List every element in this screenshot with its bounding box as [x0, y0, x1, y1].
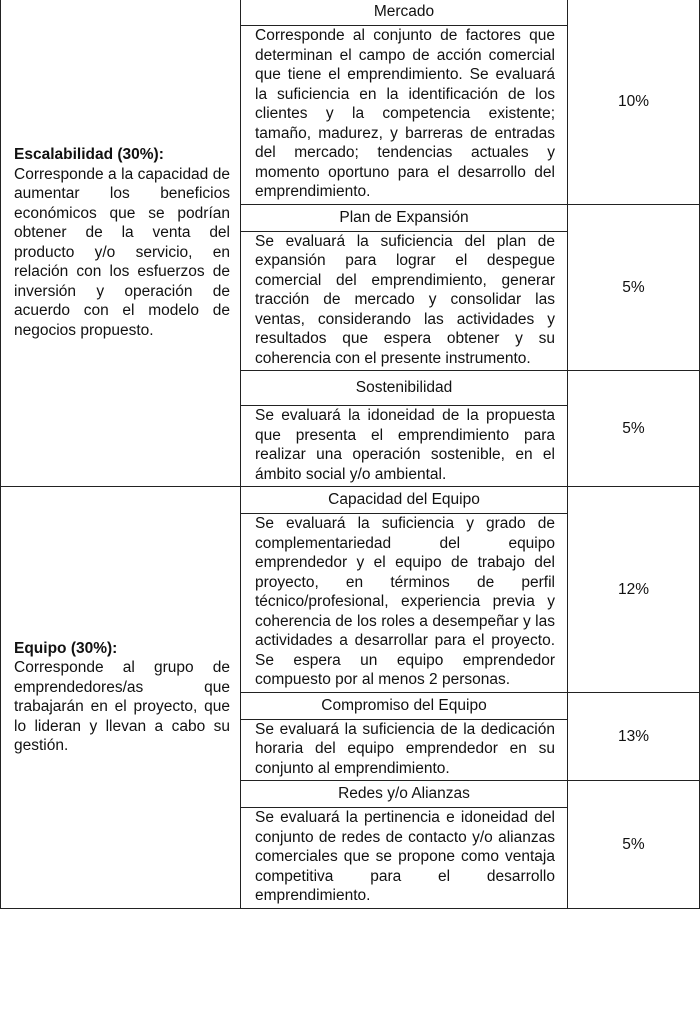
criterion-weight: 13% — [568, 692, 700, 781]
criterion-title: Mercado — [241, 0, 568, 26]
category-cell-equipo — [1, 487, 241, 909]
category-title: Equipo (30%): — [14, 639, 118, 657]
category-title: Escalabilidad (30%): — [14, 146, 164, 163]
criterion-description: Se evaluará la suficiencia de la dedicación horaria del equipo emprendedor en su conjunto al emprendimiento. — [241, 719, 568, 781]
criterion-title: Redes y/o Alianzas — [241, 781, 568, 808]
criterion-title: Capacidad del Equipo — [241, 487, 568, 514]
criterion-weight: 5% — [568, 204, 700, 371]
category-description: Corresponde a la capacidad de aumentar los beneficios económicos que se podrían obtener de la venta del producto y/o servicio, en relación con los esfuerzos de inversión y operación de acuerdo con el modelo de negocios propuesto. — [14, 165, 230, 339]
category-cell-escalabilidad — [1, 0, 241, 487]
criterion-title: Plan de Expansión — [241, 204, 568, 231]
criterion-description: Se evaluará la pertinencia e idoneidad del conjunto de redes de contacto y/o alianzas comerciales que se propone como ventaja competitiva para el desarrollo emprendimiento. — [241, 808, 568, 909]
table-row — [1, 0, 700, 26]
criterion-weight: 12% — [568, 487, 700, 693]
criterion-description: Se evaluará la suficiencia y grado de complementariedad del equipo emprendedor y el equipo de trabajo del proyecto, en términos de perfil técnico/profesional, experiencia previa y coherencia de los roles a desempeñar y las actividades a desarrollar para el proyecto. Se espera un equipo emprendedor compuesto por al menos 2 personas. — [241, 514, 568, 693]
criterion-title: Compromiso del Equipo — [241, 692, 568, 719]
criterion-description: Se evaluará la idoneidad de la propuesta que presenta el emprendimiento para realizar una operación sostenible, en el ámbito social y/o ambiental. — [241, 406, 568, 487]
criterion-weight: 5% — [568, 781, 700, 909]
criterion-weight: 10% — [568, 0, 700, 204]
criterion-title: Sostenibilidad — [241, 371, 568, 406]
criterion-description: Corresponde al conjunto de factores que determinan el campo de acción comercial que tiene el emprendimiento. Se evaluará la suficiencia en la identificación de los clientes y la competencia existente; tamaño, madurez, y barreras de entradas del mercado; tendencias actuales y momento oportuno para el desarrollo del emprendimiento. — [241, 26, 568, 205]
criterion-weight: 5% — [568, 371, 700, 487]
table-row — [1, 487, 700, 514]
category-description: Corresponde al grupo de emprendedores/as que trabajarán en el proyecto, que lo lideran y llevan a cabo su gestión. — [14, 659, 230, 755]
criterion-description: Se evaluará la suficiencia del plan de expansión para lograr el despegue comercial del emprendimiento, generar tracción de mercado y consolidar las ventas, considerando las actividades y resultados que espera obtener y su coherencia con el presente instrumento. — [241, 231, 568, 371]
